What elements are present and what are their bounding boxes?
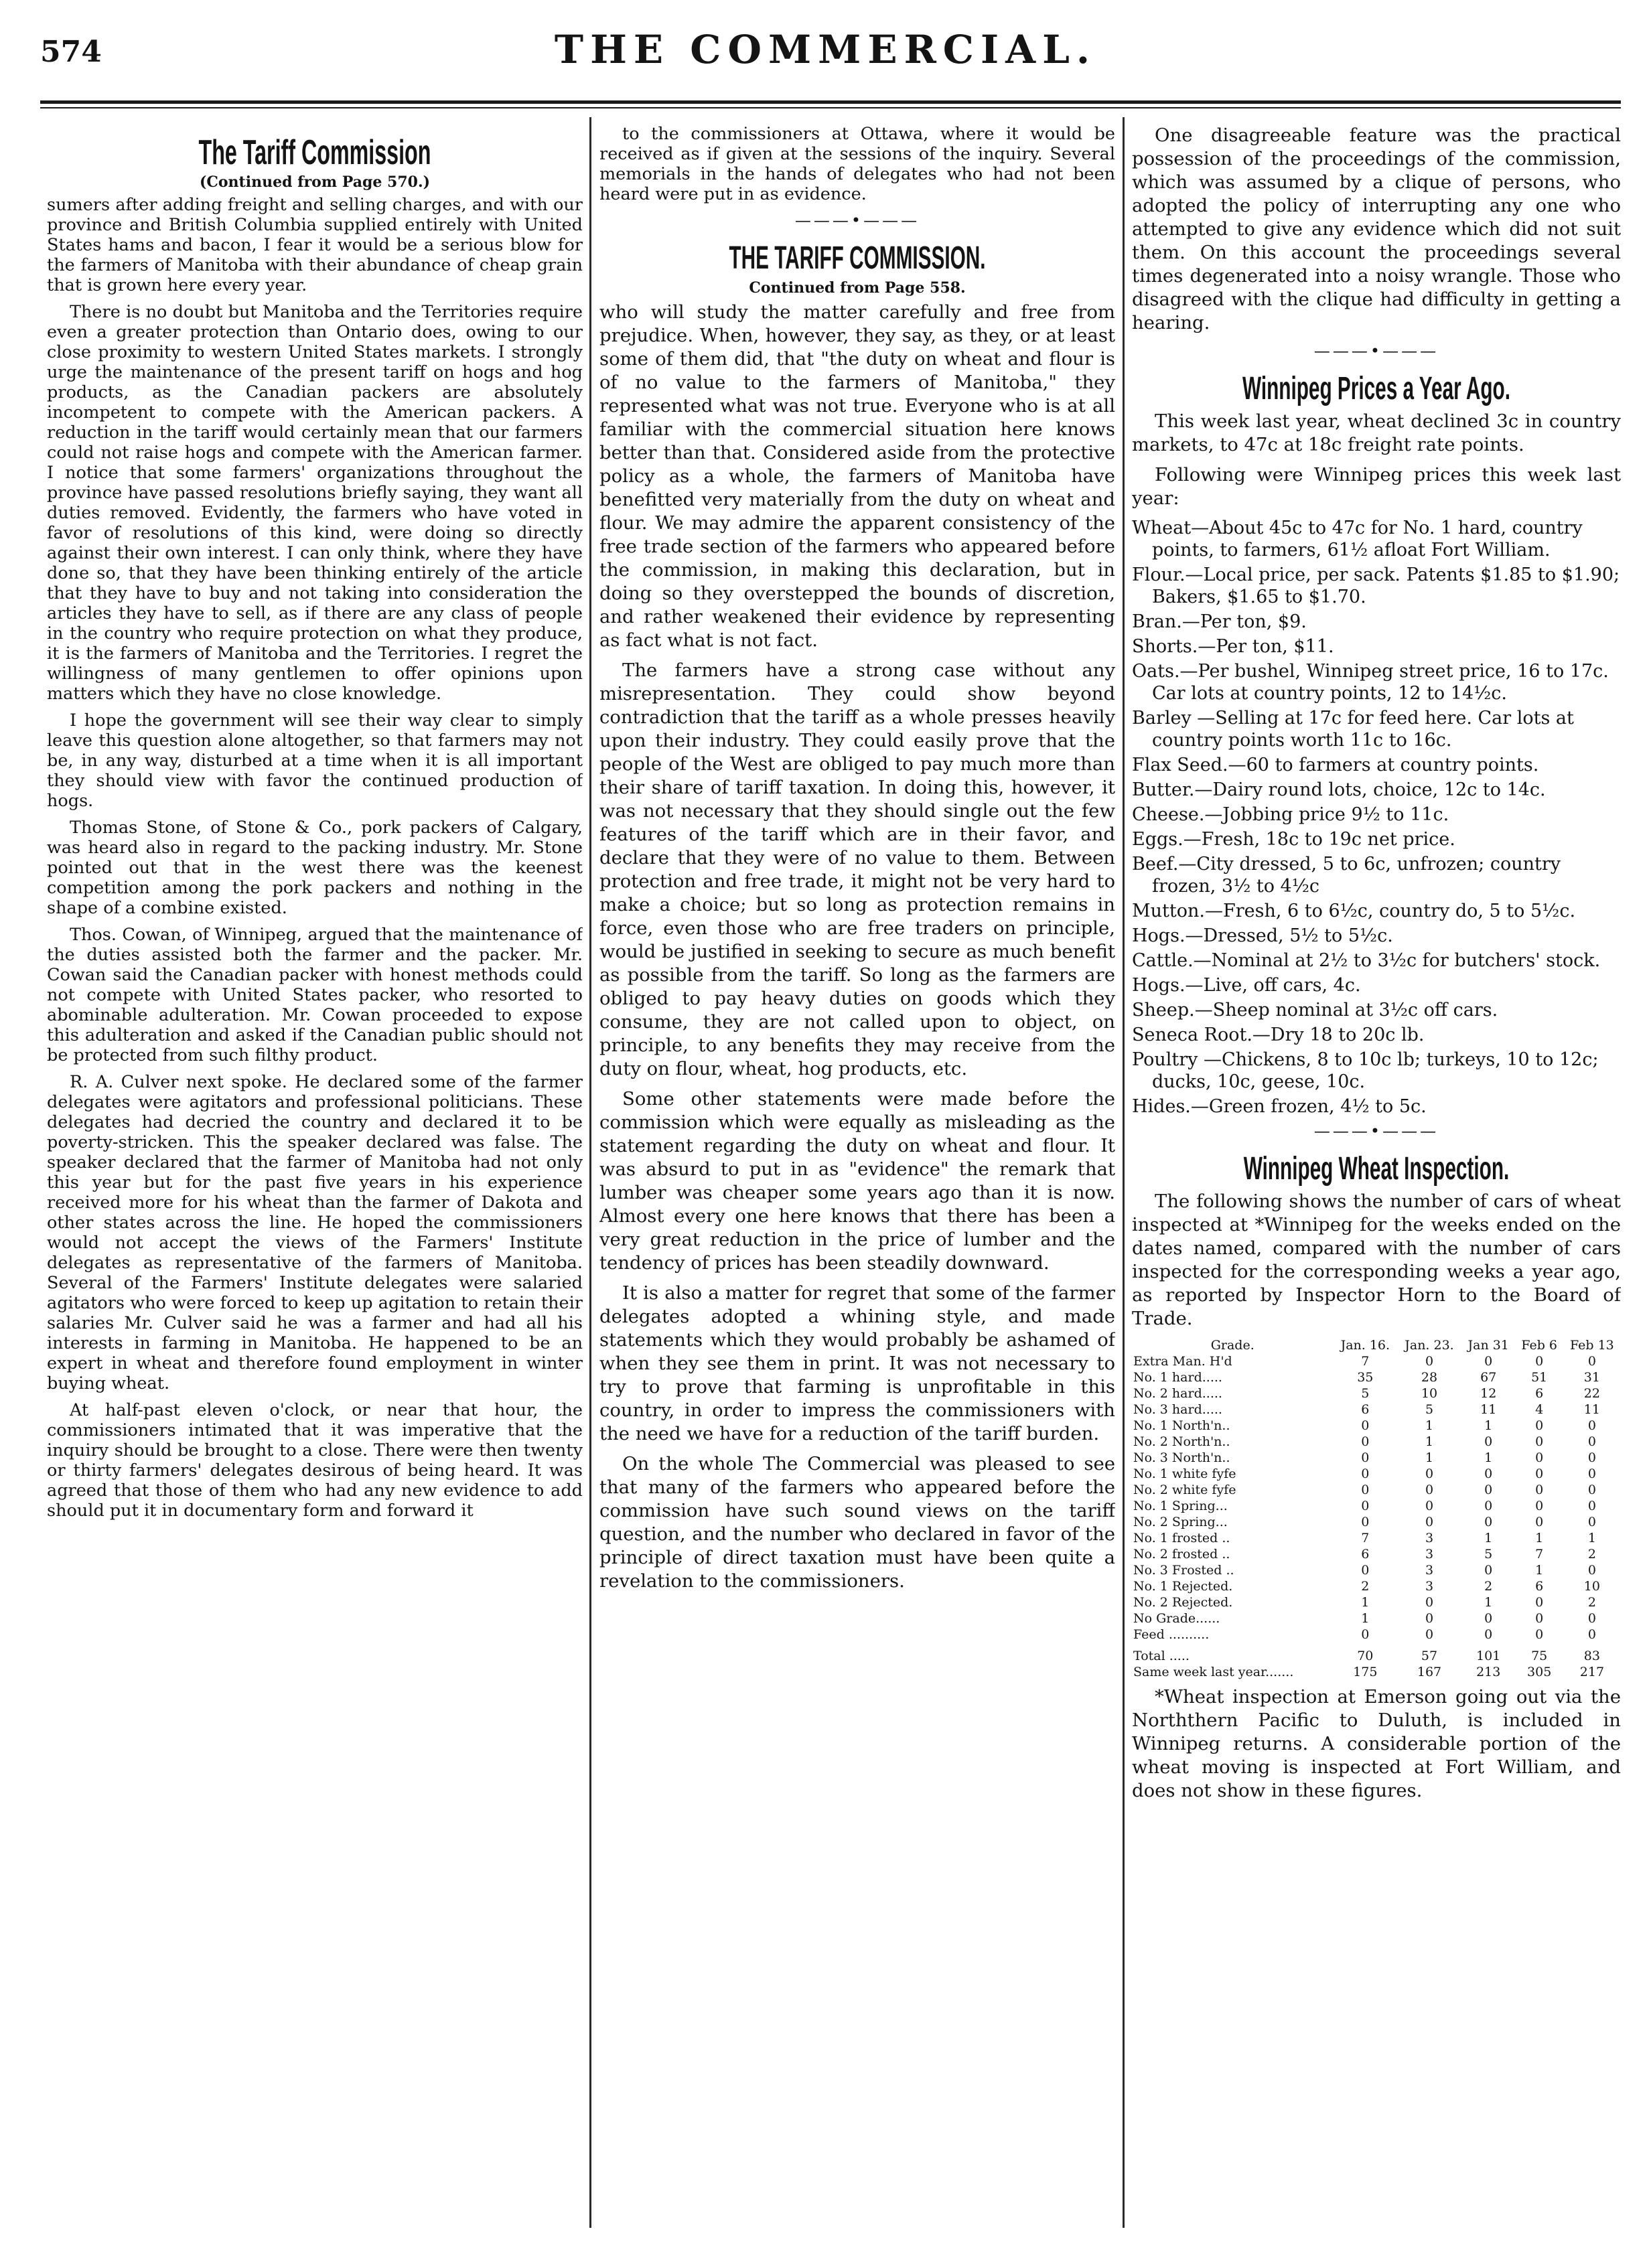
- count-cell: 5: [1425, 1402, 1434, 1417]
- price-item: Barley —Selling at 17c for feed here. Car lots at country points worth 11c to 16c.: [1132, 708, 1574, 751]
- paragraph: The following shows the number of cars of wheat inspected at *Winnipeg for the weeks ended on the dates named, compared with the number of cars inspected for the corresponding weeks a year ago, as reported by Inspector Horn to the Board of Trade.: [1132, 1191, 1621, 1329]
- continued-note: Continued from Page 558.: [749, 279, 966, 297]
- header-rule-thin: [40, 107, 1621, 108]
- paragraph: At half-past eleven o'clock, or near that hour, the commissioners intimated that it was imperative that the inquiry should be brought to a close. There were then twenty or thirty farmers' delegates desirous of being heard. It was agreed that those of them who had any new evidence to add should put it in documentary form and forward it: [47, 1400, 583, 1521]
- count-cell: 0: [1587, 1434, 1596, 1449]
- count-cell: 3: [1425, 1531, 1434, 1545]
- article-title: THE TARIFF COMMISSION.: [729, 240, 986, 276]
- grade-cell: No. 2 Rejected.: [1133, 1595, 1233, 1610]
- count-cell: 1: [1535, 1563, 1544, 1578]
- count-cell: 0: [1535, 1499, 1544, 1513]
- count-cell: 0: [1484, 1563, 1493, 1578]
- count-cell: 0: [1535, 1450, 1544, 1465]
- count-cell: 0: [1425, 1466, 1434, 1481]
- last-year-row: [1132, 1664, 1621, 1680]
- count-cell: 11: [1583, 1402, 1600, 1417]
- count-cell: 1: [1587, 1531, 1596, 1545]
- table-row: [1132, 1353, 1621, 1369]
- count-cell: 5: [1361, 1386, 1370, 1401]
- grade-cell: No. 2 white fyfe: [1133, 1483, 1236, 1497]
- separator: ———•———: [1313, 342, 1439, 360]
- paragraph: One disagreeable feature was the practical possession of the proceedings of the commission, which was assumed by a clique of persons, who adopted the policy of interrupting any one who attempted to give any evidence which did not suit them. On this account the proceedings several times degenerated into a noisy wrangle. Those who disagreed with the clique had difficulty in getting a hearing.: [1132, 125, 1621, 333]
- column-header: Jan 31: [1467, 1338, 1509, 1353]
- paragraph: The farmers have a strong case without any misrepresentation. They could show beyond contradiction that the tariff as a whole presses heavily upon their industry. They could easily prove that the people of the West are obliged to pay much more than their share of tariff taxation. In doing this, however, it was not necessary that they should single out the few features of the tariff which are in their favor, and declare that they were of no value to them. Between protection and free trade, it might not be very hard to make a choice; but so long as protection remains in force, even those who are free traders on principle, would be justified in seeking to secure as much benefit as possible from the tariff. So long as the farmers are obliged to pay heavy duties on goods which they consume, they are not called upon to object, on principle, to any benefits they may receive from the duty on flour, wheat, hog products, etc.: [599, 660, 1115, 1079]
- section-title: Winnipeg Prices a Year Ago.: [1242, 371, 1510, 406]
- count-cell: 0: [1361, 1450, 1370, 1465]
- column-3: [1132, 124, 1621, 2228]
- inspection-table: [1132, 1337, 1621, 1680]
- count-cell: 5: [1484, 1547, 1493, 1562]
- table-row: [1132, 1546, 1621, 1562]
- price-item: Oats.—Per bushel, Winnipeg street price, 16 to 17c. Car lots at country points, 12 to 14½c.: [1132, 661, 1609, 704]
- grade-cell: No. 2 hard.....: [1133, 1386, 1222, 1401]
- grade-cell: No. 2 Spring...: [1133, 1515, 1228, 1529]
- count-cell: 6: [1535, 1386, 1544, 1401]
- count-cell: 0: [1587, 1466, 1596, 1481]
- separator: ———•———: [1313, 1122, 1439, 1140]
- paragraph: This week last year, wheat declined 3c in country markets, to 47c at 18c freight rate points.: [1132, 410, 1621, 455]
- count-cell: 22: [1583, 1386, 1600, 1401]
- count-cell: 1: [1484, 1450, 1493, 1465]
- paragraph: On the whole The Commercial was pleased to see that many of the farmers who appeared before the commission have such sound views on the tariff question, and the number who declared in favor of the principle of direct taxation must have been quite a revelation to the commissioners.: [599, 1453, 1115, 1592]
- count-cell: 0: [1587, 1418, 1596, 1433]
- price-item: Flour.—Local price, per sack. Patents $1.85 to $1.90; Bakers, $1.65 to $1.70.: [1132, 564, 1620, 607]
- count-cell: 0: [1535, 1515, 1544, 1529]
- count-cell: 70: [1357, 1649, 1374, 1663]
- column-header: Jan. 23.: [1405, 1338, 1454, 1353]
- count-cell: 0: [1484, 1483, 1493, 1497]
- grade-cell: No. 2 North'n..: [1133, 1434, 1230, 1449]
- count-cell: 10: [1583, 1579, 1600, 1594]
- count-cell: 175: [1353, 1665, 1378, 1679]
- count-cell: 0: [1587, 1450, 1596, 1465]
- price-item: Hogs.—Dressed, 5½ to 5½c.: [1132, 925, 1393, 946]
- count-cell: 0: [1587, 1563, 1596, 1578]
- count-cell: 0: [1484, 1354, 1493, 1369]
- table-row: [1132, 1402, 1621, 1418]
- count-cell: 3: [1425, 1563, 1434, 1578]
- count-cell: 0: [1535, 1418, 1544, 1433]
- paragraph: R. A. Culver next spoke. He declared some of the farmer delegates were agitators and professional politicians. These delegates had decried the country and declared it to be poverty-stricken. This the speaker declared was false. The speaker declared that the farmer of Manitoba had not only this year but for the past five years in his experience received more for his wheat than the farmer of Dakota and other states across the line. He hoped the commissioners would not accept the views of the Farmers' Institute delegates as representative of the farmers of Manitoba. Several of the Farmers' Institute delegates were salaried agitators who were forced to keep up agitation to retain their salaries Mr. Culver said he was a farmer and had all his interests in farming in Manitoba. He happened to be an expert in wheat and therefore found employment in winter buying wheat.: [47, 1072, 583, 1393]
- table-row: [1132, 1418, 1621, 1434]
- column-divider: [589, 117, 591, 2228]
- count-cell: 0: [1484, 1611, 1493, 1626]
- footnote: *Wheat inspection at Emerson going out via the Norththern Pacific to Duluth, is included in Winnipeg returns. A considerable portion of the wheat moving is inspected at Fort William, and does not show in these figures.: [1132, 1686, 1621, 1801]
- table-row: [1132, 1369, 1621, 1385]
- column-header: Feb 13: [1570, 1338, 1614, 1353]
- price-list: [1132, 517, 1621, 1118]
- count-cell: 6: [1361, 1547, 1370, 1562]
- count-cell: 0: [1361, 1466, 1370, 1481]
- header-rule: [40, 100, 1621, 104]
- count-cell: 305: [1527, 1665, 1552, 1679]
- count-cell: 0: [1587, 1354, 1596, 1369]
- count-cell: 1: [1361, 1611, 1370, 1626]
- paragraph: Some other statements were made before the commission which were equally as misleading as the statement regarding the duty on wheat and flour. It was absurd to put in as "evidence" the remark that lumber was cheaper some years ago than it is now. Almost every one here knows that there has been a very great reduction in the price of lumber and the tendency of prices has been steadily downward.: [599, 1088, 1115, 1274]
- price-item: Flax Seed.—60 to farmers at country points.: [1132, 755, 1539, 775]
- column-header: Jan. 16.: [1340, 1338, 1390, 1353]
- count-cell: 7: [1535, 1547, 1544, 1562]
- count-cell: 31: [1583, 1370, 1600, 1385]
- count-cell: 7: [1361, 1531, 1370, 1545]
- count-cell: 0: [1535, 1434, 1544, 1449]
- count-cell: 1: [1361, 1595, 1370, 1610]
- count-cell: 0: [1361, 1563, 1370, 1578]
- count-cell: 0: [1535, 1354, 1544, 1369]
- count-cell: 0: [1425, 1627, 1434, 1642]
- page-number: 574: [40, 35, 102, 69]
- count-cell: 10: [1421, 1386, 1438, 1401]
- table-row: [1132, 1594, 1621, 1610]
- grade-cell: Extra Man. H'd: [1133, 1354, 1232, 1369]
- count-cell: 2: [1361, 1579, 1370, 1594]
- count-cell: 217: [1579, 1665, 1605, 1679]
- grade-cell: No. 1 frosted ..: [1133, 1531, 1230, 1545]
- count-cell: 213: [1476, 1665, 1501, 1679]
- count-cell: 0: [1587, 1515, 1596, 1529]
- column-1: [47, 124, 583, 2228]
- section-title: Winnipeg Wheat Inspection.: [1243, 1151, 1510, 1187]
- count-cell: 2: [1484, 1579, 1493, 1594]
- price-item: Seneca Root.—Dry 18 to 20c lb.: [1132, 1025, 1425, 1045]
- count-cell: 28: [1421, 1370, 1438, 1385]
- count-cell: 0: [1425, 1499, 1434, 1513]
- table-row: [1132, 1578, 1621, 1594]
- table-row: [1132, 1530, 1621, 1546]
- paragraph: I hope the government will see their way clear to simply leave this question alone altogether, so that farmers may not be, in any way, disturbed at a time when it is all important they should view with favor the continued production of hogs.: [47, 710, 583, 811]
- continued-note: (Continued from Page 570.): [199, 173, 431, 191]
- count-cell: 101: [1476, 1649, 1501, 1663]
- grade-cell: No. 1 Spring...: [1133, 1499, 1228, 1513]
- table-row: [1132, 1627, 1621, 1643]
- paragraph: to the commissioners at Ottawa, where it would be received as if given at the sessions of the inquiry. Several memorials in the hands of delegates who had not been heard were put in as evidence.: [599, 124, 1115, 204]
- count-cell: 6: [1361, 1402, 1370, 1417]
- count-cell: 2: [1587, 1595, 1596, 1610]
- count-cell: 167: [1417, 1665, 1442, 1679]
- count-cell: 0: [1361, 1434, 1370, 1449]
- price-item: Hides.—Green frozen, 4½ to 5c.: [1132, 1096, 1427, 1117]
- table-header-row: [1132, 1337, 1621, 1353]
- price-item: Wheat—About 45c to 47c for No. 1 hard, country points, to farmers, 61½ afloat Fort William.: [1132, 518, 1583, 560]
- grade-cell: No. 1 North'n..: [1133, 1418, 1230, 1433]
- count-cell: 3: [1425, 1547, 1434, 1562]
- count-cell: 1: [1425, 1450, 1434, 1465]
- grade-cell: No Grade......: [1133, 1611, 1220, 1626]
- price-item: Cattle.—Nominal at 2½ to 3½c for butchers' stock.: [1132, 950, 1601, 971]
- table-row: [1132, 1562, 1621, 1578]
- paragraph: sumers after adding freight and selling charges, and with our province and British Columbia supplied entirely with United States hams and bacon, I fear it would be a serious blow for the farmers of Manitoba with their abundance of cheap grain that is grown here every year.: [47, 195, 583, 295]
- count-cell: 0: [1484, 1466, 1493, 1481]
- count-cell: 11: [1480, 1402, 1497, 1417]
- price-item: Eggs.—Fresh, 18c to 19c net price.: [1132, 829, 1455, 850]
- count-cell: 0: [1535, 1611, 1544, 1626]
- table-row: [1132, 1385, 1621, 1402]
- count-cell: 1: [1484, 1595, 1493, 1610]
- count-cell: 0: [1535, 1627, 1544, 1642]
- count-cell: 2: [1587, 1547, 1596, 1562]
- grade-cell: No. 1 hard.....: [1133, 1370, 1222, 1385]
- grade-cell: Same week last year.......: [1133, 1665, 1294, 1679]
- count-cell: 35: [1357, 1370, 1374, 1385]
- count-cell: 0: [1484, 1627, 1493, 1642]
- count-cell: 0: [1425, 1595, 1434, 1610]
- table-row: [1132, 1498, 1621, 1514]
- price-item: Bran.—Per ton, $9.: [1132, 611, 1307, 632]
- count-cell: 83: [1583, 1649, 1600, 1663]
- table-row: [1132, 1610, 1621, 1627]
- grade-cell: No. 3 Frosted ..: [1133, 1563, 1234, 1578]
- paragraph: There is no doubt but Manitoba and the Territories require even a greater protection than Ontario does, owing to our close proximity to western United States markets. I strongly urge the maintenance of the present tariff on hogs and hog products, as the Canadian packers are absolutely incompetent to compete with the American packers. A reduction in the tariff would certainly mean that our farmers could not raise hogs and compete with the American farmer. I notice that some farmers' organizations throughout the province have passed resolutions briefly saying, they want all duties removed. Evidently, the farmers who have voted in favor of resolutions of this kind, were doing so directly against their own interest. I can only think, where they have done so, that they have been thinking entirely of the article that they have to buy and not taking into consideration the articles they have to sell, as if there are any class of people in the country who require protection on what they produce, it is the farmers of Manitoba and the Territories. I regret the willingness of many gentlemen to offer opinions upon matters which they have no close knowledge.: [47, 302, 583, 704]
- count-cell: 0: [1535, 1483, 1544, 1497]
- count-cell: 0: [1535, 1466, 1544, 1481]
- table-row: [1132, 1466, 1621, 1482]
- column-header: Grade.: [1210, 1338, 1254, 1353]
- count-cell: 1: [1484, 1418, 1493, 1433]
- count-cell: 0: [1361, 1627, 1370, 1642]
- count-cell: 0: [1587, 1627, 1596, 1642]
- column-header: Feb 6: [1521, 1338, 1558, 1353]
- grade-cell: Total .....: [1133, 1649, 1190, 1663]
- count-cell: 0: [1425, 1483, 1434, 1497]
- count-cell: 0: [1587, 1483, 1596, 1497]
- table-row: [1132, 1434, 1621, 1450]
- masthead: THE COMMERCIAL.: [554, 27, 1097, 72]
- count-cell: 0: [1535, 1595, 1544, 1610]
- count-cell: 0: [1484, 1499, 1493, 1513]
- count-cell: 0: [1361, 1515, 1370, 1529]
- count-cell: 1: [1425, 1418, 1434, 1433]
- grade-cell: No. 3 hard.....: [1133, 1402, 1222, 1417]
- count-cell: 0: [1361, 1483, 1370, 1497]
- grade-cell: No. 1 Rejected.: [1133, 1579, 1233, 1594]
- table-row: [1132, 1450, 1621, 1466]
- table-row: [1132, 1482, 1621, 1498]
- paragraph: who will study the matter carefully and free from prejudice. When, however, they say, as they, or at least some of them did, that "the duty on wheat and flour is of no value to the farmers of Manitoba," they represented what was not true. Everyone who is at all familiar with the commercial situation here knows better than that. Considered aside from the protective policy as a whole, the farmers of Manitoba have benefitted very materially from the duty on wheat and flour. We may admire the apparent consistency of the free trade section of the farmers who appeared before the commission, in making this declaration, but in doing so they overstepped the bounds of discretion, and rather weakened their evidence by representing as fact what is not fact.: [599, 301, 1115, 651]
- paragraph: It is also a matter for regret that some of the farmer delegates adopted a whining style, and made statements which they would probably be ashamed of when they see them in print. It was not necessary to try to prove that farming is unprofitable in this country, in order to impress the commissioners with the need we have for a reduction of the tariff burden.: [599, 1282, 1115, 1444]
- count-cell: 57: [1421, 1649, 1438, 1663]
- grade-cell: No. 2 frosted ..: [1133, 1547, 1230, 1562]
- count-cell: 0: [1425, 1611, 1434, 1626]
- count-cell: 6: [1535, 1579, 1544, 1594]
- count-cell: 4: [1535, 1402, 1544, 1417]
- price-item: Mutton.—Fresh, 6 to 6½c, country do, 5 to 5½c.: [1132, 901, 1576, 921]
- separator: ———•———: [794, 211, 920, 230]
- price-item: Sheep.—Sheep nominal at 3½c off cars.: [1132, 1000, 1498, 1020]
- price-item: Poultry —Chickens, 8 to 10c lb; turkeys, 10 to 12c; ducks, 10c, geese, 10c.: [1132, 1049, 1599, 1092]
- count-cell: 0: [1484, 1515, 1493, 1529]
- count-cell: 0: [1484, 1434, 1493, 1449]
- paragraph: Following were Winnipeg prices this week last year:: [1132, 464, 1621, 509]
- grade-cell: No. 3 North'n..: [1133, 1450, 1230, 1465]
- column-divider: [1123, 117, 1125, 2228]
- count-cell: 12: [1480, 1386, 1497, 1401]
- paragraph: Thomas Stone, of Stone & Co., pork packers of Calgary, was heard also in regard to the packing industry. Mr. Stone pointed out that in the west there was the keenest competition among the pork packers and nothing in the shape of a combine existed.: [47, 818, 583, 918]
- price-item: Shorts.—Per ton, $11.: [1132, 636, 1334, 657]
- count-cell: 1: [1535, 1531, 1544, 1545]
- count-cell: 7: [1361, 1354, 1370, 1369]
- total-row: [1132, 1643, 1621, 1664]
- price-item: Cheese.—Jobbing price 9½ to 11c.: [1132, 804, 1449, 825]
- paragraph: Thos. Cowan, of Winnipeg, argued that the maintenance of the duties assisted both the farmer and the packer. Mr. Cowan said the Canadian packer with honest methods could not compete with United States packer, who resorted to abominable adulteration. Mr. Cowan proceeded to expose this adulteration and asked if the Canadian public should not be protected from such filthy product.: [47, 925, 583, 1065]
- count-cell: 0: [1425, 1515, 1434, 1529]
- count-cell: 75: [1531, 1649, 1548, 1663]
- count-cell: 1: [1484, 1531, 1493, 1545]
- count-cell: 0: [1425, 1354, 1434, 1369]
- count-cell: 0: [1361, 1418, 1370, 1433]
- count-cell: 3: [1425, 1579, 1434, 1594]
- count-cell: 0: [1587, 1499, 1596, 1513]
- column-2: [599, 124, 1115, 2228]
- count-cell: 1: [1425, 1434, 1434, 1449]
- price-item: Beef.—City dressed, 5 to 6c, unfrozen; country frozen, 3½ to 4½c: [1132, 854, 1561, 897]
- grade-cell: No. 1 white fyfe: [1133, 1466, 1236, 1481]
- table-row: [1132, 1514, 1621, 1530]
- count-cell: 0: [1587, 1611, 1596, 1626]
- count-cell: 67: [1480, 1370, 1497, 1385]
- article-title: The Tariff Commission: [198, 133, 431, 172]
- count-cell: 0: [1361, 1499, 1370, 1513]
- grade-cell: Feed ..........: [1133, 1627, 1210, 1642]
- price-item: Butter.—Dairy round lots, choice, 12c to 14c.: [1132, 779, 1546, 800]
- count-cell: 51: [1531, 1370, 1548, 1385]
- price-item: Hogs.—Live, off cars, 4c.: [1132, 975, 1361, 996]
